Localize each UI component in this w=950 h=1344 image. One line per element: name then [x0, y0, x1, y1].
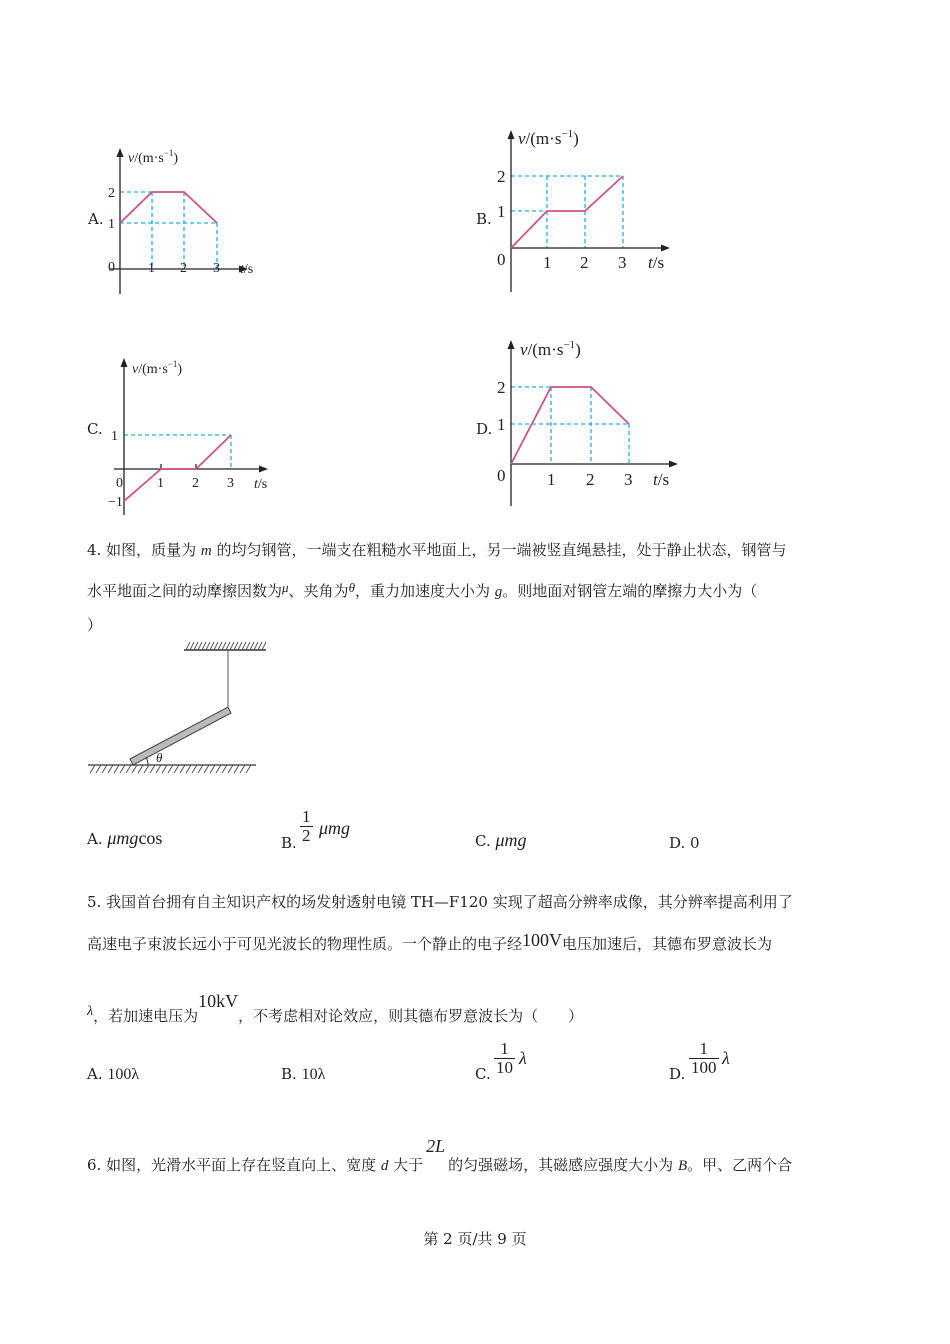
graph-c-xtick-3: 3 [227, 476, 234, 491]
graph-b-ytick-2: 2 [497, 167, 506, 186]
graph-c-axes [114, 358, 268, 515]
graph-d [490, 330, 690, 510]
graph-b-origin: 0 [497, 250, 506, 269]
graph-c-curve [124, 435, 231, 501]
q5-option-c-label: C. [475, 1065, 491, 1083]
graph-c-guides [124, 435, 231, 469]
graph-d-origin: 0 [497, 466, 506, 485]
page-footer: 第 2 页/共 9 页 [423, 1230, 527, 1248]
graph-d-xtick-2: 2 [586, 470, 595, 489]
q5-option-d-fraction: $\frac{1}{100}$ [691, 1039, 717, 1077]
q4-option-b-expr: μmg [319, 818, 351, 838]
graph-a-ytick-1: 1 [108, 217, 115, 232]
graph-b-curve [511, 176, 623, 248]
graph-d-xlabel: t/s [653, 470, 670, 489]
graph-a-ylabel: $v/(m\cdot s^{-1})$ [128, 148, 179, 166]
steel-pipe [130, 707, 231, 765]
option-b-label: B. [476, 210, 492, 228]
graph-b-xtick-2: 2 [580, 253, 589, 272]
graph-b-ytick-1: 1 [497, 202, 506, 221]
q4-option-a: A. μmgcos [87, 828, 163, 848]
graph-d-curve [511, 387, 629, 464]
graph-c [100, 350, 290, 520]
q4-option-d: D. 0 [669, 834, 700, 852]
graph-b-ylabel: $v/(m\cdot s^{-1})$ [518, 128, 579, 148]
q4-option-c: C. μmg [475, 830, 527, 850]
graph-a-guides [120, 192, 217, 269]
graph-b [490, 120, 690, 300]
graph-a-xtick-2: 2 [180, 261, 187, 276]
graph-a-axes [110, 148, 248, 294]
graph-a-xtick-3: 3 [213, 261, 220, 276]
angle-arc [146, 757, 148, 765]
q4-line-3: ） [87, 616, 103, 634]
ground-hatch [90, 765, 251, 773]
q5-line-1: 5. 我国首台拥有自主知识产权的场发射透射电镜 TH—F120 实现了超高分辨率成像，其分辨率提高利用了 [87, 893, 793, 911]
graph-c-ytick-1: 1 [111, 429, 118, 444]
graph-c-ylabel: $v/(m\cdot s^{-1})$ [132, 359, 183, 377]
option-d-label: D. [476, 420, 493, 438]
graph-d-ylabel: $v/(m\cdot s^{-1})$ [520, 339, 581, 359]
graph-a-curve [120, 192, 217, 223]
graph-d-xtick-3: 3 [624, 470, 633, 489]
graph-a-origin: 0 [108, 260, 115, 275]
graph-c-xtick-2: 2 [192, 476, 199, 491]
q5-option-c-fraction: $\frac{1}{10}$ [496, 1039, 513, 1077]
q5-option-a: A. 100λ [87, 1065, 140, 1083]
graph-a-xlabel: t/s [240, 262, 254, 277]
q5-option-d-lambda: λ [722, 1048, 730, 1068]
graph-d-ytick-2: 2 [497, 378, 506, 397]
q5-option-c-lambda: λ [519, 1048, 527, 1068]
graph-a-xtick-1: 1 [148, 261, 155, 276]
q5-option-b: B. 10λ [281, 1065, 326, 1083]
q5-option-d-label: D. [669, 1065, 686, 1083]
q6-line-1: 6. 如图，光滑水平面上存在竖直向上、宽度 d 大于2L的匀强磁场，其磁感应强度大小为 B。甲、乙两个合 [87, 1136, 793, 1174]
graph-c-origin: 0 [116, 476, 123, 491]
q4-option-b-fraction: $\frac{1}{2}$ [302, 807, 311, 845]
q4-figure [86, 640, 266, 780]
graph-b-xtick-3: 3 [618, 253, 627, 272]
angle-theta: θ [156, 750, 163, 765]
q5-line-3: λ，若加速电压为10kV，不考虑相对论效应，则其德布罗意波长为（ ） [87, 991, 584, 1025]
graph-a [100, 140, 280, 300]
ceiling-hatch [186, 642, 266, 650]
q4-line-2: 水平地面之间的动摩擦因数为μ、夹角为θ，重力加速度大小为 g。则地面对钢管左端的摩擦力大小为（ [87, 580, 758, 600]
option-c-label: C. [87, 420, 103, 438]
graph-d-guides [511, 387, 629, 464]
graph-d-xtick-1: 1 [547, 470, 556, 489]
graph-b-xlabel: t/s [648, 253, 665, 272]
graph-d-ytick-1: 1 [497, 415, 506, 434]
option-a-label: A. [88, 210, 104, 228]
q5-line-2: 高速电子束波长远小于可见光波长的物理性质。一个静止的电子经100V电压加速后，其德布罗意波长为 [87, 930, 773, 953]
graph-b-xtick-1: 1 [543, 253, 552, 272]
graph-c-xtick-1: 1 [157, 476, 164, 491]
graph-c-xlabel: t/s [254, 477, 268, 492]
graph-c-ytick-neg1: −1 [108, 495, 123, 510]
graph-a-ytick-2: 2 [108, 186, 115, 201]
graph-b-guides [511, 176, 623, 248]
graph-b-axes [508, 130, 671, 292]
q4-line-1: 4. 如图，质量为 m 的均匀钢管，一端支在粗糙水平地面上，另一端被竖直绳悬挂，处于静止状态，钢管与 [87, 541, 787, 559]
q4-option-b-label: B. [281, 834, 297, 852]
